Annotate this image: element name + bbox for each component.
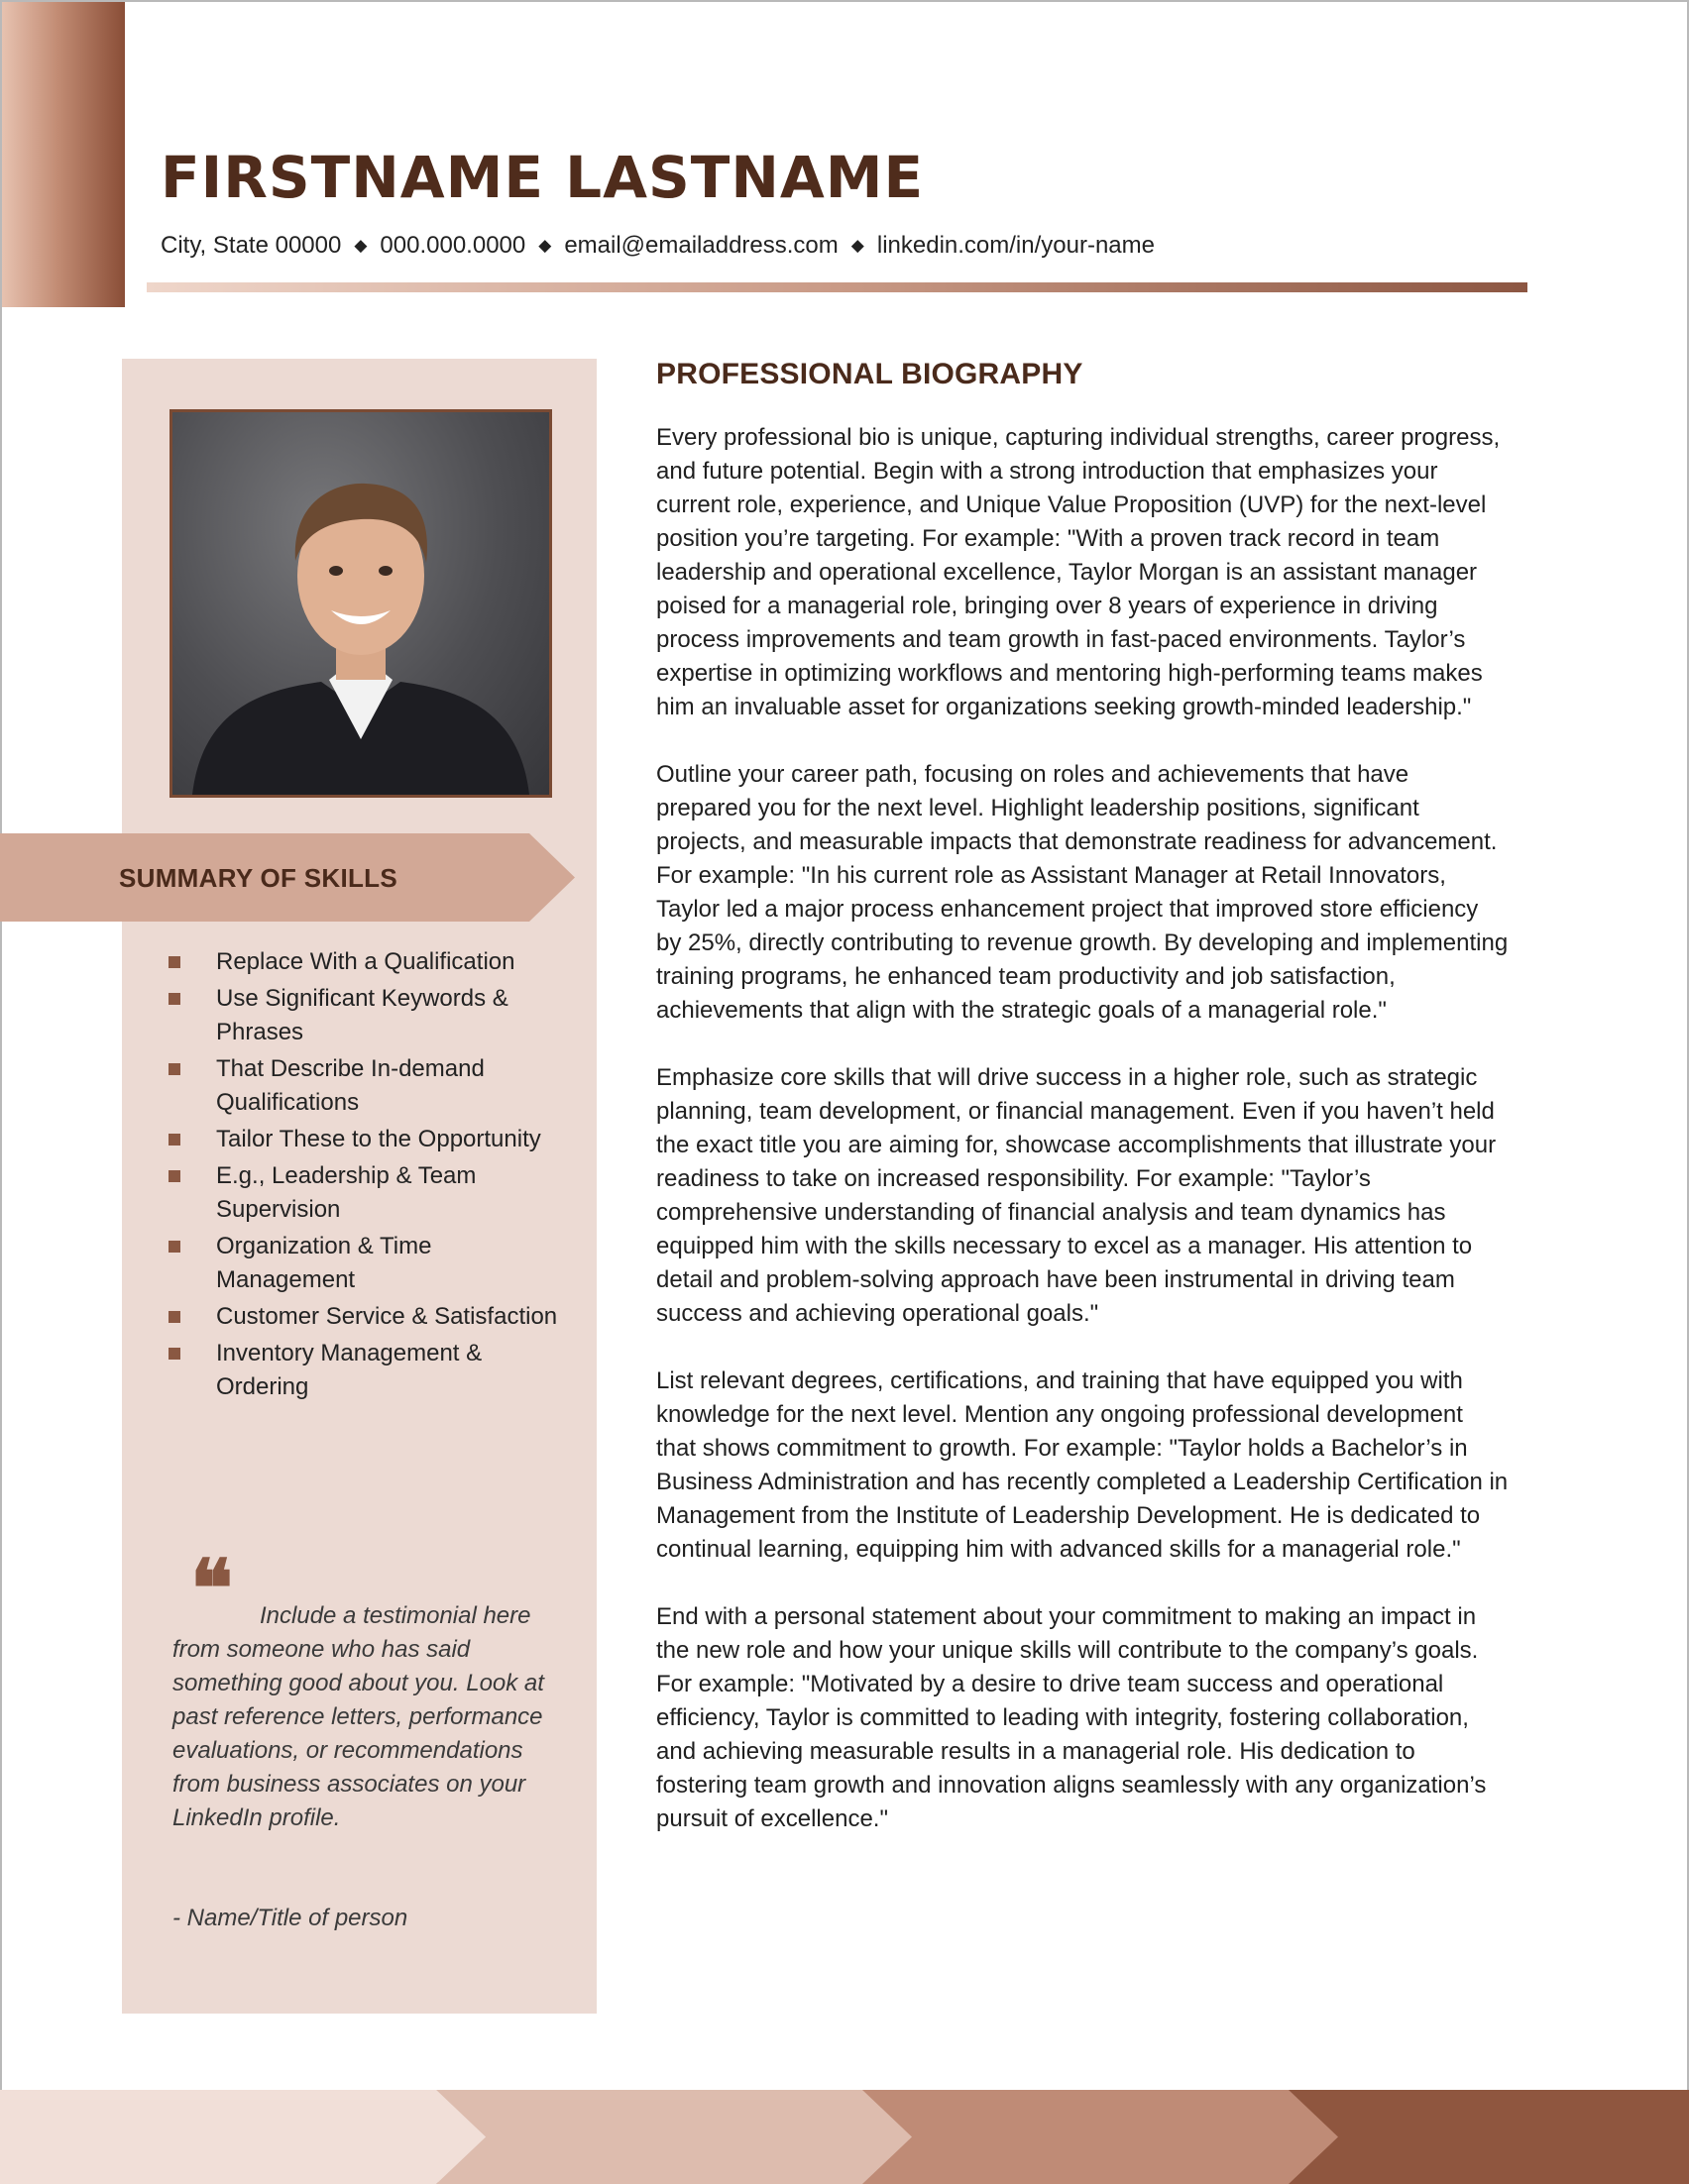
diamond-icon: ◆ xyxy=(354,236,368,255)
contact-linkedin[interactable]: linkedin.com/in/your-name xyxy=(876,232,1155,259)
biography-paragraph: Every professional bio is unique, capturing individual strengths, career progress, and future potential. Begin with a strong introduction that emphasizes your current role, experience, and Unique Value Proposition (UVP) for the next-level position you’re targeting. For example: "With a proven track record in team leadership and operational excellence, Taylor Morgan is an assistant manager poised for a managerial role, bringing over 8 years of experience in driving process improvements and team growth in fast-paced environments. Taylor’s expertise in optimizing workflows and mentoring high-performing teams makes him an invaluable asset for organizations seeking growth-minded leadership." xyxy=(656,424,1501,720)
list-item xyxy=(167,1159,573,1227)
corner-accent-bar xyxy=(2,2,125,307)
skill-text: Replace With a Qualification xyxy=(216,948,515,975)
list-item xyxy=(167,1123,573,1156)
contact-city-state: City, State 00000 xyxy=(161,232,342,259)
testimonial-author: - Name/Title of person xyxy=(172,1905,408,1931)
square-bullet-icon xyxy=(169,1311,180,1323)
skill-text: Tailor These to the Opportunity xyxy=(216,1126,541,1152)
list-item xyxy=(167,982,573,1049)
footer-chevron xyxy=(862,2090,1348,2184)
list-item xyxy=(167,945,573,979)
skill-text: That Describe In-demand Qualifications xyxy=(216,1055,485,1116)
candidate-name: FIRSTNAME LASTNAME xyxy=(161,144,925,211)
square-bullet-icon xyxy=(169,993,180,1005)
square-bullet-icon xyxy=(169,1134,180,1146)
list-item xyxy=(167,1337,573,1404)
footer-chevron-band xyxy=(0,2090,1689,2184)
diamond-icon: ◆ xyxy=(850,236,864,255)
skill-text: E.g., Leadership & Team Supervision xyxy=(216,1162,477,1223)
list-item xyxy=(167,1052,573,1120)
biography-paragraph: End with a personal statement about your commitment to making an impact in the new role and how your unique skills will contribute to the company’s goals. For example: "Motivated by a desire to drive team success and operational efficiency, Taylor is committed to leading with integrity, fostering collaboration, and achieving measurable results in a managerial role. His dedication to fostering team growth and innovation aligns seamlessly with any organization’s pursuit of excellence." xyxy=(656,1603,1487,1832)
biography-heading: PROFESSIONAL BIOGRAPHY xyxy=(656,358,1083,390)
contact-phone: 000.000.0000 xyxy=(380,232,526,259)
contact-email[interactable]: email@emailaddress.com xyxy=(564,232,839,259)
header-divider xyxy=(147,282,1527,292)
person-portrait-icon xyxy=(172,412,549,795)
quote-icon: ❝ xyxy=(190,1542,234,1635)
square-bullet-icon xyxy=(169,956,180,968)
footer-chevron xyxy=(436,2090,922,2184)
diamond-icon: ◆ xyxy=(538,236,552,255)
testimonial-text: Include a testimonial here from someone who has said something good about you. Look at past reference letters, performance evaluations, or recommendations from business associates on your LinkedIn profile. xyxy=(172,1602,544,1831)
skill-text: Customer Service & Satisfaction xyxy=(216,1303,558,1330)
skills-list xyxy=(167,945,573,1407)
square-bullet-icon xyxy=(169,1170,180,1182)
biography-paragraph: Outline your career path, focusing on roles and achievements that have prepared you for the next level. Highlight leadership positions, significant projects, and measurable impacts that demonstrate readiness for advancement. For example: "In his current role as Assistant Manager at Retail Innovators, Taylor led a major process enhancement project that improved store efficiency by 25%, directly contributing to revenue growth. By developing and implementing training programs, he enhanced team productivity and job satisfaction, achievements that align with the strategic goals of a managerial role." xyxy=(656,761,1509,1024)
skill-text: Use Significant Keywords & Phrases xyxy=(216,985,508,1045)
square-bullet-icon xyxy=(169,1241,180,1253)
list-item xyxy=(167,1300,573,1334)
contact-line xyxy=(161,232,1155,260)
footer-chevron xyxy=(1289,2090,1689,2184)
footer-chevron xyxy=(0,2090,486,2184)
biography-paragraph: Emphasize core skills that will drive success in a higher role, such as strategic planning, team development, or financial management. Even if you haven’t held the exact title you are aiming for, showcase accomplishments that illustrate your readiness to take on increased responsibility. For example: "Taylor’s comprehensive understanding of financial analysis and team dynamics has equipped him with the skills necessary to excel as a manager. His attention to detail and problem-solving approach have been instrumental in driving team success and achieving operational goals." xyxy=(656,1064,1497,1327)
skill-text: Organization & Time Management xyxy=(216,1233,432,1293)
skill-text: Inventory Management & Ordering xyxy=(216,1340,483,1400)
list-item xyxy=(167,1230,573,1297)
skills-title: SUMMARY OF SKILLS xyxy=(119,863,397,893)
square-bullet-icon xyxy=(169,1063,180,1075)
biography-body xyxy=(656,421,1509,1870)
profile-photo xyxy=(169,409,552,798)
square-bullet-icon xyxy=(169,1348,180,1360)
biography-paragraph: List relevant degrees, certifications, and training that have equipped you with knowledge for the next level. Mention any ongoing professional development that shows commitment to growth. For example: "Taylor holds a Bachelor’s in Business Administration and has recently completed a Leadership Certification in Management from the Institute of Leadership Development. He is dedicated to continual learning, equipping him with advanced skills for a managerial role." xyxy=(656,1367,1509,1563)
